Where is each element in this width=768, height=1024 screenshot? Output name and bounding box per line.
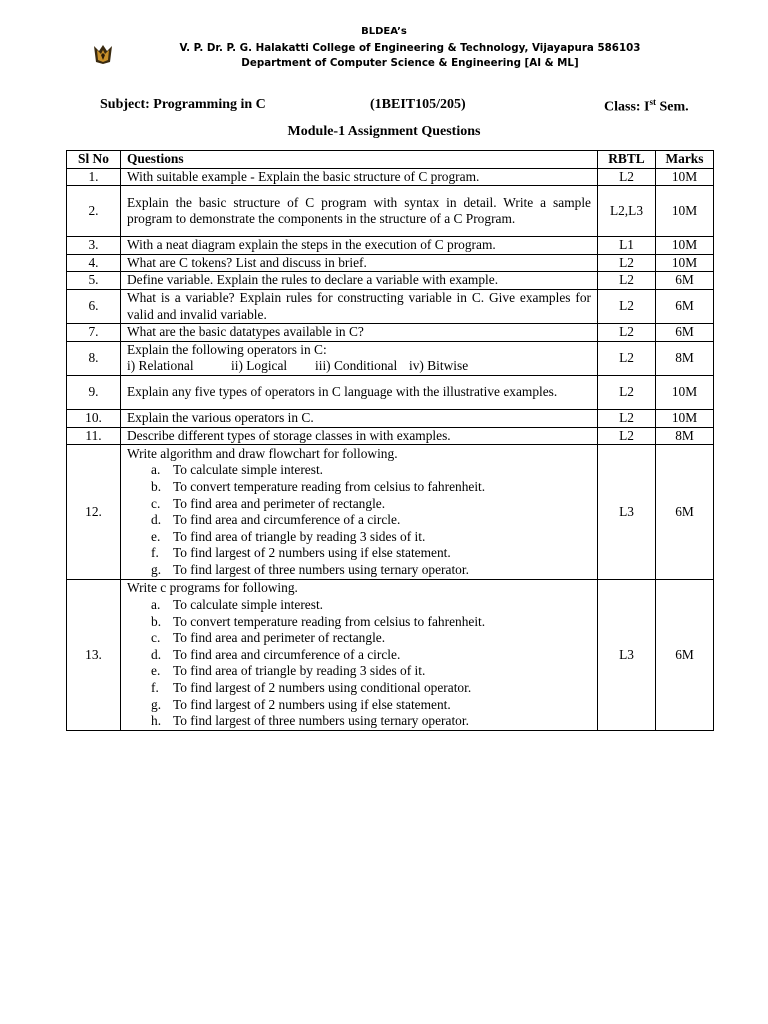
row-slno: 6. bbox=[67, 289, 121, 323]
row-rbtl: L2 bbox=[598, 341, 656, 375]
table-row bbox=[67, 324, 714, 342]
operator-item: iii) Conditional bbox=[315, 358, 398, 374]
sub-item-letter: c. bbox=[151, 495, 161, 511]
row-question bbox=[121, 409, 598, 427]
sub-item bbox=[127, 697, 591, 714]
question-text: With a neat diagram explain the steps in the execution of C program. bbox=[127, 237, 496, 253]
row-marks: 10M bbox=[656, 168, 714, 186]
row-marks: 10M bbox=[656, 237, 714, 255]
table-row bbox=[67, 409, 714, 427]
question-text: Write algorithm and draw flowchart for following. bbox=[127, 445, 398, 461]
question-text: Explain the basic structure of C program with syntax in detail. Write a sample program to demonstrate the components in the structure of a C Program. bbox=[127, 194, 591, 227]
class-label bbox=[604, 97, 689, 116]
row-marks: 10M bbox=[656, 186, 714, 237]
sub-item bbox=[127, 562, 591, 579]
question-text: Write c programs for following. bbox=[127, 580, 298, 596]
row-question bbox=[121, 237, 598, 255]
sub-item bbox=[127, 680, 591, 697]
questions-table bbox=[66, 150, 714, 731]
row-marks: 10M bbox=[656, 254, 714, 272]
row-rbtl: L2 bbox=[598, 324, 656, 342]
row-question bbox=[121, 168, 598, 186]
question-text: Describe different types of storage classes in with examples. bbox=[127, 427, 451, 443]
question-text: With suitable example - Explain the basic structure of C program. bbox=[127, 168, 480, 184]
sub-item-text: To find area of triangle by reading 3 sides of it. bbox=[173, 663, 426, 679]
row-rbtl: L2 bbox=[598, 168, 656, 186]
row-slno: 4. bbox=[67, 254, 121, 272]
sub-item-text: To calculate simple interest. bbox=[173, 597, 324, 613]
sub-item-text: To find area and perimeter of rectangle. bbox=[173, 495, 386, 511]
table-row bbox=[67, 186, 714, 237]
table-row bbox=[67, 237, 714, 255]
question-text: Explain the following operators in C: bbox=[127, 341, 327, 357]
header-slno: Sl No bbox=[67, 151, 121, 169]
org-name: BLDEA’s bbox=[361, 26, 407, 37]
row-slno: 12. bbox=[67, 445, 121, 580]
row-slno: 13. bbox=[67, 580, 121, 731]
row-marks: 6M bbox=[656, 445, 714, 580]
row-slno: 7. bbox=[67, 324, 121, 342]
department-name: Department of Computer Science & Engineering [AI & ML] bbox=[241, 57, 579, 69]
row-marks: 6M bbox=[656, 580, 714, 731]
sub-item-letter: f. bbox=[151, 680, 159, 696]
row-question bbox=[121, 272, 598, 290]
row-marks: 8M bbox=[656, 341, 714, 375]
sub-item-letter: a. bbox=[151, 597, 161, 613]
sub-item-text: To find largest of 2 numbers using if else statement. bbox=[173, 545, 451, 561]
question-text: Define variable. Explain the rules to declare a variable with example. bbox=[127, 272, 499, 288]
sub-item-text: To find largest of 2 numbers using conditional operator. bbox=[173, 680, 472, 696]
row-rbtl: L2 bbox=[598, 375, 656, 409]
row-question bbox=[121, 580, 598, 731]
row-rbtl: L2 bbox=[598, 289, 656, 323]
sub-item-letter: d. bbox=[151, 646, 162, 662]
row-slno: 11. bbox=[67, 427, 121, 445]
sub-item bbox=[127, 462, 591, 479]
class-suffix: Sem. bbox=[656, 99, 689, 115]
row-slno: 8. bbox=[67, 341, 121, 375]
row-rbtl: L2,L3 bbox=[598, 186, 656, 237]
table-row bbox=[67, 341, 714, 375]
sub-item-text: To convert temperature reading from celsius to fahrenheit. bbox=[173, 613, 486, 629]
row-marks: 10M bbox=[656, 375, 714, 409]
row-question bbox=[121, 254, 598, 272]
subject-code: (1BEIT105/205) bbox=[370, 97, 466, 112]
row-marks: 6M bbox=[656, 272, 714, 290]
sub-item bbox=[127, 614, 591, 631]
row-question bbox=[121, 427, 598, 445]
sub-item-letter: g. bbox=[151, 696, 162, 712]
sub-item-letter: b. bbox=[151, 478, 162, 494]
row-question bbox=[121, 341, 598, 375]
row-slno: 1. bbox=[67, 168, 121, 186]
row-question bbox=[121, 289, 598, 323]
row-slno: 10. bbox=[67, 409, 121, 427]
row-rbtl: L3 bbox=[598, 445, 656, 580]
row-rbtl: L2 bbox=[598, 254, 656, 272]
header-marks: Marks bbox=[656, 151, 714, 169]
table-row bbox=[67, 272, 714, 290]
table-row bbox=[67, 580, 714, 731]
sub-item-letter: a. bbox=[151, 462, 161, 478]
row-question bbox=[121, 445, 598, 580]
row-question bbox=[121, 324, 598, 342]
sub-item-text: To find largest of three numbers using ternary operator. bbox=[173, 713, 469, 729]
row-question bbox=[121, 375, 598, 409]
subject-label: Subject: Programming in C bbox=[100, 97, 266, 112]
sub-item bbox=[127, 630, 591, 647]
row-marks: 8M bbox=[656, 427, 714, 445]
sub-item-letter: g. bbox=[151, 561, 162, 577]
row-rbtl: L2 bbox=[598, 427, 656, 445]
row-marks: 6M bbox=[656, 324, 714, 342]
table-row bbox=[67, 427, 714, 445]
sub-item bbox=[127, 512, 591, 529]
question-text: Explain any five types of operators in C language with the illustrative examples. bbox=[127, 384, 558, 400]
row-rbtl: L1 bbox=[598, 237, 656, 255]
row-slno: 9. bbox=[67, 375, 121, 409]
questions-body bbox=[67, 168, 714, 731]
sub-item bbox=[127, 663, 591, 680]
row-slno: 3. bbox=[67, 237, 121, 255]
module-title: Module-1 Assignment Questions bbox=[287, 124, 481, 139]
question-text: What are the basic datatypes available in C? bbox=[127, 324, 364, 340]
row-rbtl: L2 bbox=[598, 409, 656, 427]
sub-item bbox=[127, 496, 591, 513]
sub-item-letter: d. bbox=[151, 512, 162, 528]
sub-item-letter: e. bbox=[151, 663, 161, 679]
sub-item-letter: c. bbox=[151, 630, 161, 646]
row-question bbox=[121, 186, 598, 237]
sub-item-text: To find area and circumference of a circle. bbox=[173, 646, 401, 662]
sub-item-text: To calculate simple interest. bbox=[173, 462, 324, 478]
question-text: What are C tokens? List and discuss in brief. bbox=[127, 254, 367, 270]
sub-item bbox=[127, 529, 591, 546]
sub-item-letter: b. bbox=[151, 613, 162, 629]
row-rbtl: L3 bbox=[598, 580, 656, 731]
row-marks: 10M bbox=[656, 409, 714, 427]
sub-item-text: To convert temperature reading from celsius to fahrenheit. bbox=[173, 478, 486, 494]
question-text: Explain the various operators in C. bbox=[127, 409, 314, 425]
operator-item: iv) Bitwise bbox=[409, 358, 469, 374]
row-slno: 5. bbox=[67, 272, 121, 290]
table-row bbox=[67, 289, 714, 323]
sub-item-text: To find area and perimeter of rectangle. bbox=[173, 630, 386, 646]
class-prefix: Class: I bbox=[604, 99, 650, 115]
header-questions: Questions bbox=[121, 151, 598, 169]
class-sup: st bbox=[649, 97, 657, 107]
table-row bbox=[67, 445, 714, 580]
table-row bbox=[67, 375, 714, 409]
sub-item bbox=[127, 545, 591, 562]
question-text: What is a variable? Explain rules for constructing variable in C. Give examples for valid and invalid variable. bbox=[127, 289, 591, 322]
sub-item-letter: e. bbox=[151, 528, 161, 544]
sub-item bbox=[127, 647, 591, 664]
operator-item: ii) Logical bbox=[231, 358, 288, 374]
row-marks: 6M bbox=[656, 289, 714, 323]
sub-item bbox=[127, 597, 591, 614]
college-name: V. P. Dr. P. G. Halakatti College of Engineering & Technology, Vijayapura 586103 bbox=[179, 42, 641, 54]
sub-item-text: To find largest of 2 numbers using if else statement. bbox=[173, 696, 451, 712]
sub-item-text: To find largest of three numbers using ternary operator. bbox=[173, 561, 469, 577]
operator-list bbox=[127, 358, 591, 375]
operator-item: i) Relational bbox=[127, 358, 194, 374]
sub-item-text: To find area and circumference of a circle. bbox=[173, 512, 401, 528]
sub-item-letter: f. bbox=[151, 545, 159, 561]
header-rbtl: RBTL bbox=[598, 151, 656, 169]
table-row bbox=[67, 254, 714, 272]
row-slno: 2. bbox=[67, 186, 121, 237]
table-row bbox=[67, 168, 714, 186]
sub-item bbox=[127, 479, 591, 496]
sub-item-text: To find area of triangle by reading 3 sides of it. bbox=[173, 528, 426, 544]
sub-item-letter: h. bbox=[151, 713, 162, 729]
sub-item bbox=[127, 713, 591, 730]
row-rbtl: L2 bbox=[598, 272, 656, 290]
